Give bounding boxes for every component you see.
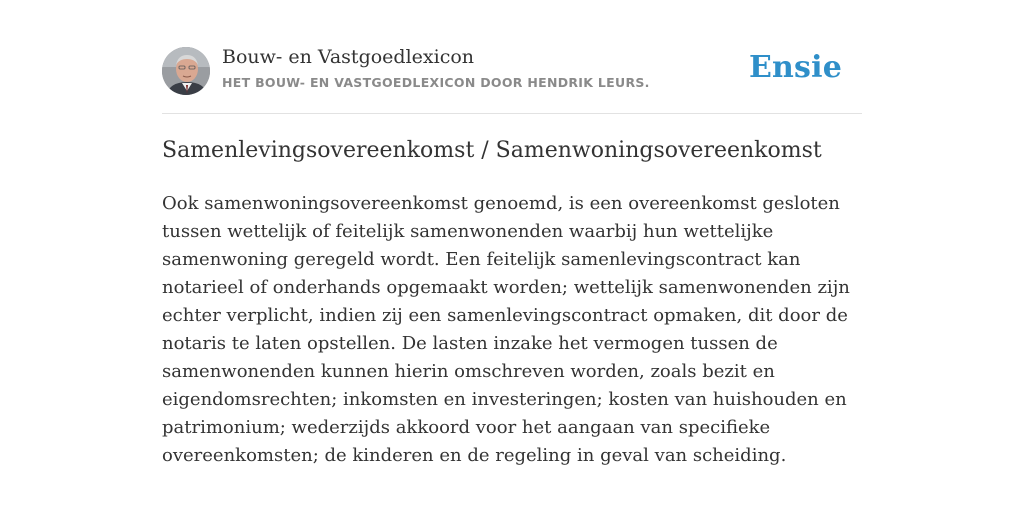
card-header [162, 46, 862, 96]
author-name[interactable]: Bouw- en Vastgoedlexicon [222, 46, 475, 68]
author-subtitle: HET BOUW- EN VASTGOEDLEXICON DOOR HENDRIK LEURS. [222, 75, 650, 90]
entry-definition: Ook samenwoningsovereenkomst genoemd, is een overeenkomst gesloten tussen wettelijk of feitelijk samenwonenden waarbij hun wettelijke samenwoning geregeld wordt. Een feitelijk samenlevingscontract kan notarieel of onderhands opgemaakt worden; wettelijk samenwonenden zijn echter verplicht, indien zij een samenlevingscontract opmaken, dit door de notaris te laten opstellen. De lasten inzake het vermogen tussen de samenwonenden kunnen hierin omschreven worden, zoals bezit en eigendomsrechten; inkomsten en investeringen; kosten van huishouden en patrimonium; wederzijds akkoord voor het aangaan van specifieke overeenkomsten; de kinderen en de regeling in geval van scheiding. [162, 193, 850, 466]
ensie-logo[interactable]: Ensie [748, 50, 842, 85]
entry-title: Samenlevingsovereenkomst / Samenwoningsovereenkomst [162, 138, 822, 163]
header-divider [162, 113, 862, 114]
definition-card [162, 46, 862, 466]
author-avatar[interactable] [162, 47, 210, 95]
author-portrait-icon [162, 47, 210, 95]
